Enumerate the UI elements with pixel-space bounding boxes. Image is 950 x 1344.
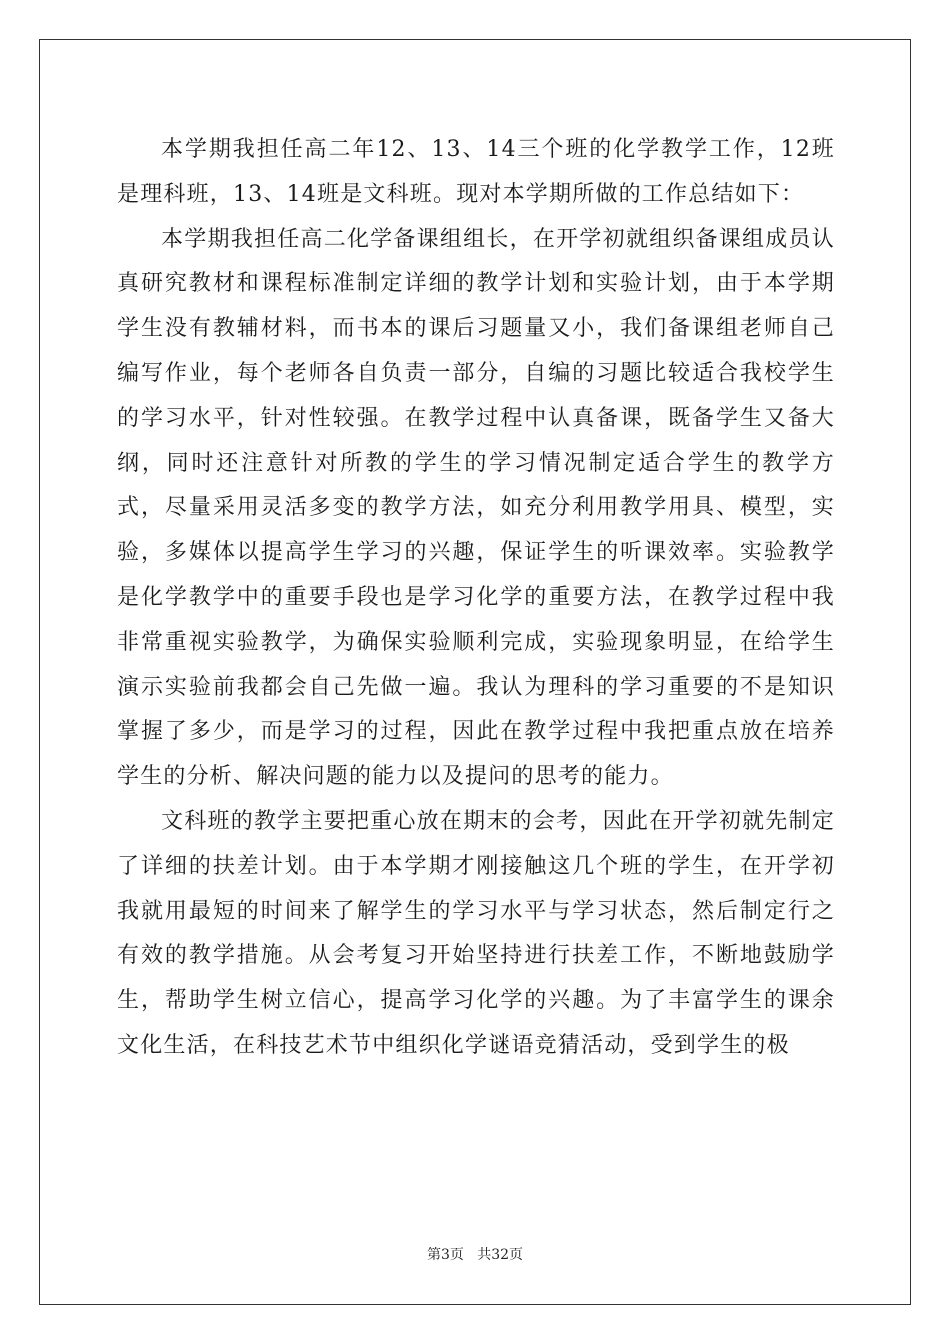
document-body [117,128,835,1069]
page-number-footer: 第3页 共32页 [426,1247,524,1263]
paragraph-science-class: 本学期我担任高二化学备课组组长，在开学初就组织备课组成员认真研究教材和课程标准制定详细的教学计划和实验计划，由于本学期学生没有教辅材料，而书本的课后习题量又小，我们备课组老师自己编写作业，每个老师各自负责一部分，自编的习题比较适合我校学生的学习水平，针对性较强。在教学过程中认真备课，既备学生又备大纲，同时还注意针对所教的学生的学习情况制定适合学生的教学方式，尽量采用灵活多变的教学方法，如充分利用教学用具、模型，实验，多媒体以提高学生学习的兴趣，保证学生的听课效率。实验教学是化学教学中的重要手段也是学习化学的重要方法，在教学过程中我非常重视实验教学，为确保实验顺利完成，实验现象明显，在给学生演示实验前我都会自己先做一遍。我认为理科的学习重要的不是知识掌握了多少，而是学习的过程，因此在教学过程中我把重点放在培养学生的分析、解决问题的能力以及提问的思考的能力。 [117,226,835,790]
paragraph-arts-class: 文科班的教学主要把重心放在期末的会考，因此在开学初就先制定了详细的扶差计划。由于本学期才刚接触这几个班的学生，在开学初我就用最短的时间来了解学生的学习水平与学习状态，然后制定行之有效的教学措施。从会考复习开始坚持进行扶差工作，不断地鼓励学生，帮助学生树立信心，提高学习化学的兴趣。为了丰富学生的课余文化生活，在科技艺术节中组织化学谜语竞猜活动，受到学生的极 [117,808,835,1058]
paragraph-intro: 本学期我担任高二年12、13、14三个班的化学教学工作，12班是理科班，13、14班是文科班。现对本学期所做的工作总结如下： [117,137,835,207]
